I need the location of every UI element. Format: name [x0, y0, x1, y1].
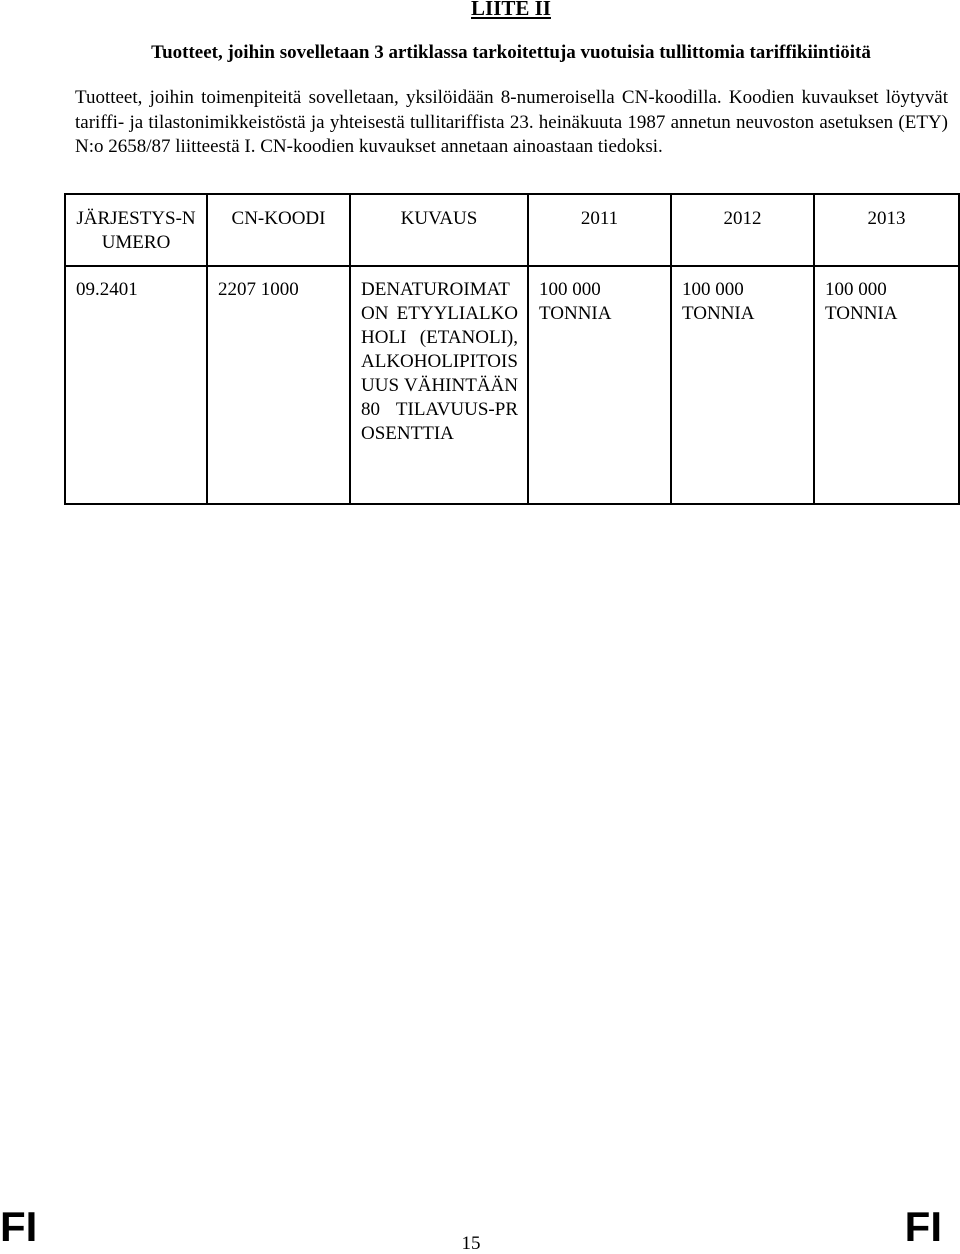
table-header-row	[65, 194, 959, 266]
cell-description: DENATUROIMATON ETYYLIALKOHOLI (ETANOLI), ALKOHOLIPITOISUUS VÄHINTÄÄN 80 TILAVUUS-PROSENTTIA	[350, 266, 528, 504]
header-description: KUVAUS	[350, 194, 528, 266]
footer-language-right: FI	[904, 1203, 942, 1250]
tariff-quota-table	[64, 193, 960, 505]
document-heading: Tuotteet, joihin sovelletaan 3 artiklassa tarkoitettuja vuotuisia tullittomia tariffikiintiöitä	[151, 42, 871, 63]
header-2012: 2012	[671, 194, 814, 266]
table-row	[65, 266, 959, 504]
header-2011: 2011	[528, 194, 671, 266]
header-2013: 2013	[814, 194, 959, 266]
cell-cn-code: 2207 1000	[207, 266, 350, 504]
intro-paragraph: Tuotteet, joihin toimenpiteitä sovelletaan, yksilöidään 8-numeroisella CN-koodilla. Koodien kuvaukset löytyvät tariffi- ja tilastonimikkeistöstä ja yhteisestä tullitariffista 23. heinäkuuta 1987 annetun neuvoston asetuksen (ETY) N:o 2658/87 liitteestä I. CN-koodien kuvaukset annetaan ainoastaan tiedoksi.	[75, 87, 948, 157]
cell-quota-2011: 100 000 TONNIA	[528, 266, 671, 504]
header-order-number: JÄRJESTYS-NUMERO	[65, 194, 207, 266]
header-cn-code: CN-KOODI	[207, 194, 350, 266]
cell-quota-2013: 100 000 TONNIA	[814, 266, 959, 504]
annex-label: LIITE II	[471, 0, 551, 20]
page-number: 15	[461, 1233, 481, 1254]
cell-quota-2012: 100 000 TONNIA	[671, 266, 814, 504]
cell-order-number: 09.2401	[65, 266, 207, 504]
footer-language-left: FI	[0, 1203, 38, 1250]
